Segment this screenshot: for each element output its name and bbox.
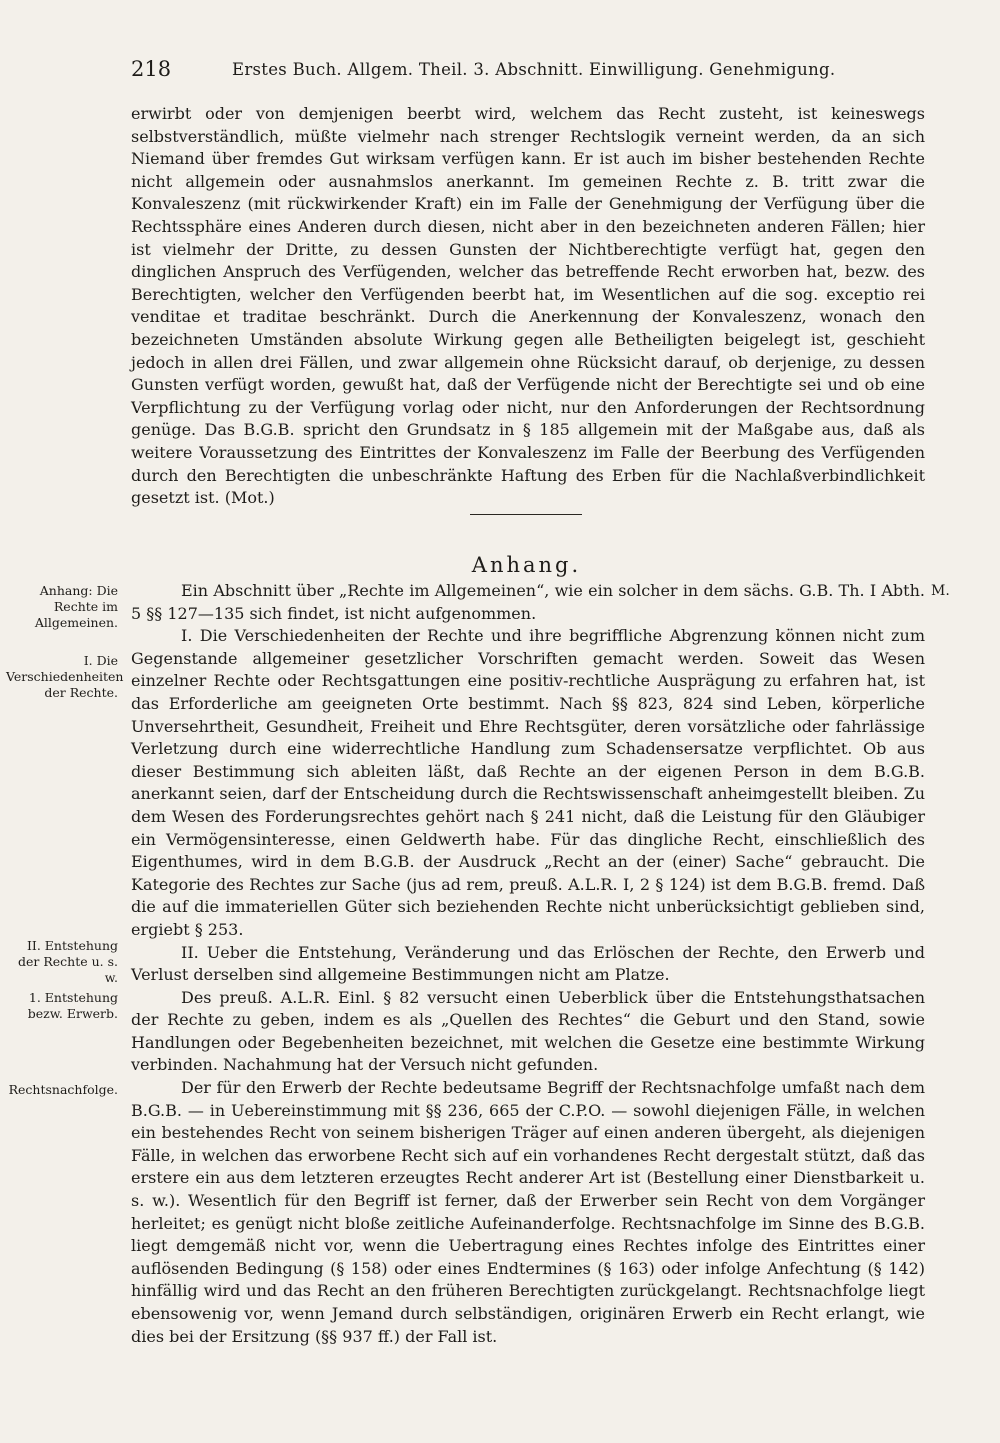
margin-note-verschiedenheiten: I. Die Verschiedenheiten der Rechte.	[6, 653, 124, 700]
margin-note-anhang: Anhang: Die Rechte im Allgemeinen.	[34, 583, 118, 630]
paragraph: Ein Abschnitt über „Rechte im Allgemeinen“, wie ein solcher in dem sächs. G.B. Th. I Abth. 5 §§ 127—135 sich findet, ist nicht aufgenommen.	[131, 581, 925, 623]
section-title: Anhang.	[471, 553, 582, 577]
paragraph: Des preuß. A.L.R. Einl. § 82 versucht einen Ueberblick über die Entstehungsthatsachen der Rechte zu geben, indem es als „Quellen des Rechtes“ die Geburt und den Stand, sowie Handlungen oder Begebenheiten bezeichnet, mit welchen die Gesetze eine bestimmte Wirkung verbinden. Nachahmung hat der Versuch nicht gefunden.	[131, 987, 925, 1075]
paragraph: erwirbt oder von demjenigen beerbt wird, welchem das Recht zusteht, ist keineswegs selbstverständlich, müßte vielmehr nach strenger Rechtslogik verneint werden, da an sich Niemand über fremdes Gut wirksam verfügen kann. Er ist auch im bisher bestehenden Rechte nicht allgemein oder ausnahmslos anerkannt. Im gemeinen Rechte z. B. tritt zwar die Konvaleszenz (mit rückwirkender Kraft) ein im Falle der Genehmigung der Verfügung über die Rechtssphäre eines Anderen durch diesen, nicht aber in den bezeichneten anderen Fällen; hier ist vielmehr der Dritte, zu dessen Gunsten der Nichtberechtigte verfügt hat, gegen den dinglichen Anspruch des Verfügenden, welcher das betreffende Recht erworben hat, bezw. des Berechtigten, welcher den Verfügenden beerbt hat, im Wesentlichen auf die sog. exceptio rei venditae et traditae beschränkt. Durch die Anerkennung der Konvaleszenz, wonach den bezeichneten Umständen absolute Wirkung gegen alle Betheiligten beigelegt ist, geschieht jedoch in allen drei Fällen, und zwar allgemein ohne Rücksicht darauf, ob derjenige, zu dessen Gunsten verfügt worden, gewußt hat, daß der Verfügende nicht der Berechtigte sei und ob eine Verpflichtung zu der Verfügung vorlag oder nicht, nur den Anforderungen der Rechtsordnung genüge. Das B.G.B. spricht den Grundsatz in § 185 allgemein mit der Maßgabe aus, daß als weitere Voraussetzung des Eintrittes der Konvaleszenz im Falle der Beerbung des Verfügenden durch den Berechtigten die unbeschränkte Haftung des Erben für die Nachlaßverbindlichkeit gesetzt ist. (Mot.)	[131, 104, 925, 508]
margin-mark: M.	[931, 583, 950, 599]
paragraph: Der für den Erwerb der Rechte bedeutsame Begriff der Rechtsnachfolge umfaßt nach dem B.G.B. — in Uebereinstimmung mit §§ 236, 665 der C.P.O. — sowohl diejenigen Fälle, in welchen ein bestehendes Recht von seinem bisherigen Träger auf einen anderen übergeht, als diejenigen Fälle, in welchen das erworbene Recht sich auf ein vorhandenes Recht dergestalt stützt, daß das erstere ein aus dem letzteren erzeugtes Recht anderer Art ist (Bestellung einer Dienstbarkeit u. s. w.). Wesentlich für den Begriff ist ferner, daß der Erwerber sein Recht von dem Vorgänger herleitet; es genügt nicht bloße zeitliche Aufeinanderfolge. Rechtsnachfolge im Sinne des B.G.B. liegt demgemäß nicht vor, wenn die Uebertragung eines Rechtes infolge des Eintrittes einer auflösenden Bedingung (§ 158) oder eines Endtermines (§ 163) oder infolge Anfechtung (§ 142) hinfällig wird und das Recht an den früheren Berechtigten zurückgelangt. Rechtsnachfolge liegt ebensowenig vor, wenn Jemand durch selbständigen, originären Erwerb ein Recht erlangt, wie dies bei der Ersitzung (§§ 937 ff.) der Fall ist.	[131, 1078, 925, 1346]
anhang-text-block	[131, 580, 925, 1348]
paragraph: II. Ueber die Entstehung, Veränderung und das Erlöschen der Rechte, den Erwerb und Verlust derselben sind allgemeine Bestimmungen nicht am Platze.	[131, 942, 925, 985]
running-title: Erstes Buch. Allgem. Theil. 3. Abschnitt. Einwilligung. Genehmigung.	[232, 60, 836, 79]
page-number: 218	[131, 57, 172, 81]
paragraph: I. Die Verschiedenheiten der Rechte und ihre begriffliche Abgrenzung können nicht zum Gegenstande allgemeiner gesetzlicher Vorschriften gemacht werden. Soweit das Wesen einzelner Rechte oder Rechtsgattungen eine positiv-rechtliche Ausprägung zu erfahren hat, ist das Erforderliche am geeigneten Orte bestimmt. Nach §§ 823, 824 sind Leben, körperliche Unversehrtheit, Gesundheit, Freiheit und Ehre Rechtsgüter, deren vorsätzliche oder fahrlässige Verletzung durch eine widerrechtliche Handlung zum Schadensersatze verpflichtet. Ob aus dieser Bestimmung sich ableiten läßt, daß Rechte an der eigenen Person in dem B.G.B. anerkannt seien, darf der Entscheidung durch die Rechtswissenschaft anheimgestellt bleiben. Zu dem Wesen des Forderungsrechtes gehört nach § 241 nicht, daß die Leistung für den Gläubiger ein Vermögensinteresse, einen Geldwerth habe. Für das dingliche Recht, einschließlich des Eigenthumes, wird in dem B.G.B. der Ausdruck „Recht an der (einer) Sache“ gebraucht. Die Kategorie des Rechtes zur Sache (jus ad rem, preuß. A.L.R. I, 2 § 124) ist dem B.G.B. fremd. Daß die auf die immateriellen Güter sich beziehenden Rechte nicht unberücksichtigt geblieben sind, ergiebt § 253.	[131, 626, 925, 939]
continued-text-block	[131, 103, 925, 510]
section-divider	[470, 514, 582, 515]
margin-note-erwerb: 1. Entstehung bezw. Erwerb.	[27, 990, 118, 1021]
margin-note-rechtsnachfolge: Rechtsnachfolge.	[8, 1082, 118, 1097]
margin-note-entstehung: II. Entstehung der Rechte u. s. w.	[18, 938, 118, 985]
running-head	[0, 57, 1000, 89]
